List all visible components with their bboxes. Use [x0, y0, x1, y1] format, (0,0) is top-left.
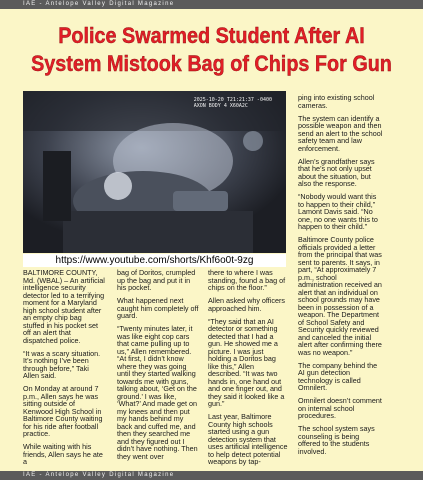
article-column-2 [117, 269, 199, 466]
paragraph: The school system says counseling is being offered to the students involved. [298, 424, 375, 456]
paragraph: “Nobody would want this to happen to their child,” Lamont Davis said. “No one, no one wants this to happen to their child.” [298, 192, 378, 231]
paragraph: ping into existing school cameras. [298, 93, 375, 110]
paragraph: On Monday at around 7 p.m., Allen says he was sitting outside of Kenwood High School in Baltimore County waiting for his ride after football practice. [23, 384, 103, 438]
article-column-1 [23, 269, 105, 471]
paragraph: bag of Doritos, crumpled up the bag and put it in his pocket. [117, 268, 196, 292]
paragraph: Omnilert doesn’t comment on internal school procedures. [298, 396, 382, 420]
paragraph: “Twenty minutes later, it was like eight cop cars that came pulling up to us,” Allen remembered. “At first, I didn’t know where they was going until they started walking towards me with guns, talking about, ‘Get on the ground.’ I was like, ‘What?’ And made get on my knees and then put my hands behind my back and cuffed me, and then they searched me and they figured out I didn’t have nothing. Then they went over [117, 324, 198, 461]
paragraph: “It was a scary situation. It’s nothing I’ve been through before,” Taki Allen said. [23, 348, 101, 380]
magazine-footer-bar: IAE - Antelope Valley Digital Magazine [0, 471, 423, 480]
headline-line-1: Police Swarmed Student After AI [58, 23, 365, 48]
headline-line-2: System Mistook Bag of Chips For Gun [31, 51, 392, 76]
headline [21, 22, 402, 78]
paragraph: Last year, Baltimore County high schools started using a gun detection system that uses artificial intelligence to help detect potential weapons by tap- [208, 412, 288, 466]
paragraph: Allen’s grandfather says that he’s not only upset about the situation, but also the response. [298, 156, 375, 188]
bodycam-photo [23, 91, 286, 253]
bodycam-timestamp: 2025-10-20 T21:21:37 -0400 AXON BODY 4 X60A2C [193, 97, 272, 109]
bodycam-image [23, 91, 286, 253]
paragraph: there to where I was standing, found a bag of chips on the floor.” [208, 268, 286, 292]
paragraph: Allen asked why officers approached him. [208, 296, 285, 313]
paragraph: Baltimore County police officials provided a letter from the principal that was sent to parents. It says, in part, “At approximately 7 p.m., school administration received an alert that an individual on school grounds may have been in possession of a weapon. The Department of School Safety and Security quickly reviewed and canceled the initial alert after confirming there was no weapon.” [298, 235, 382, 357]
paragraph: The system can identify a possible weapon and then send an alert to the school safety team and law enforcement. [298, 113, 383, 153]
paragraph: The company behind the AI gun detection technology is called Omnilert. [298, 360, 378, 392]
paragraph: What happened next caught him completely off guard. [117, 296, 199, 320]
paragraph: BALTIMORE COUNTY, Md. (WBAL) – An artificial intelligence security detector led to a terrifying moment for a Maryland high school student after an empty chip bag stuffed in his pocket set off an alert that dispatched police. [23, 268, 105, 345]
article-column-4 [298, 94, 383, 461]
paragraph: While waiting with his friends, Allen says he ate a [23, 442, 103, 466]
article-column-3 [208, 269, 288, 471]
paragraph: “They said that an AI detector or something detected that I had a gun. He showed me a picture. I was just holding a Doritos bag like this,” Allen described. “It was two hands in, one hand out and one finger out, and they said it looked like a gun.” [208, 316, 285, 408]
video-url[interactable]: https://www.youtube.com/shorts/Khf6o0t-9zg [23, 254, 286, 267]
magazine-header-bar: IAE - Antelope Valley Digital Magazine [0, 0, 423, 9]
